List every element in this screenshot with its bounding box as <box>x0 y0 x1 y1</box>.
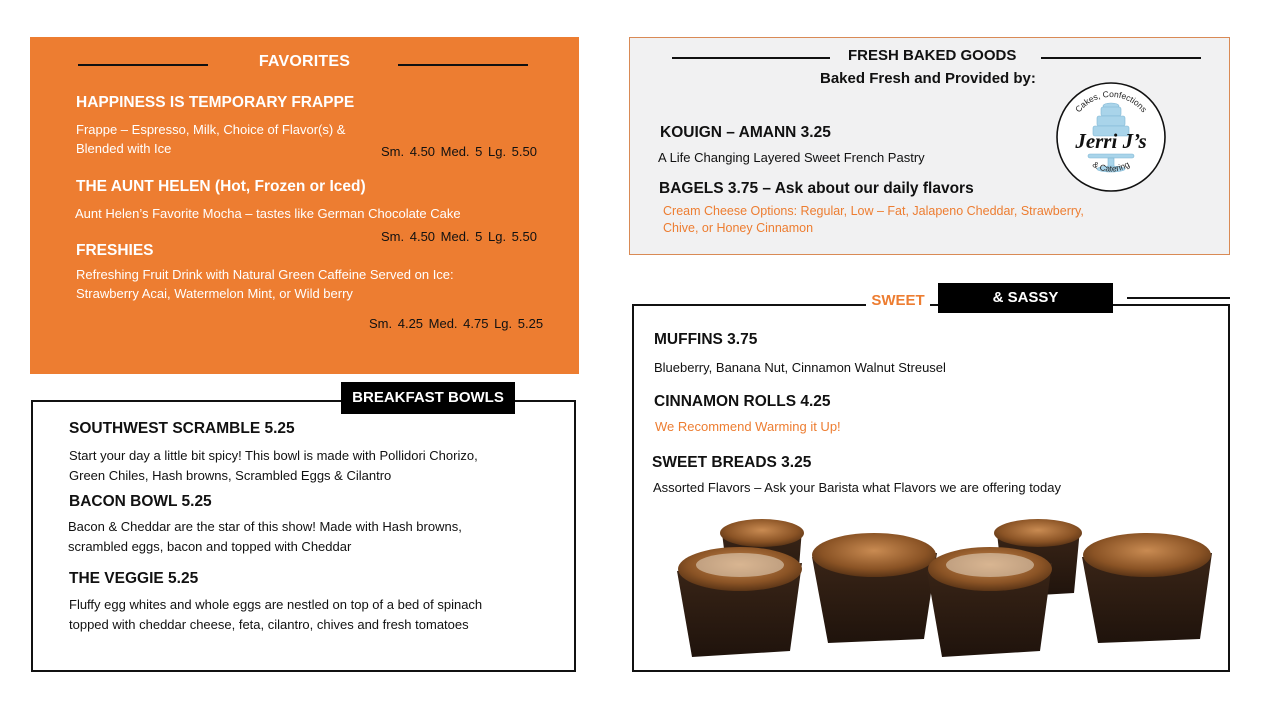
menu-item-name: BACON BOWL 5.25 <box>69 493 212 510</box>
cream-cheese-options <box>663 203 1084 237</box>
menu-item-prices: Sm. 4.50 Med. 5 Lg. 5.50 <box>381 229 537 244</box>
description-line: Aunt Helen’s Favorite Mocha – tastes like German Chocolate Cake <box>75 206 461 221</box>
menu-item-description: Assorted Flavors – Ask your Barista what Flavors we are offering today <box>653 480 1061 495</box>
menu-item-description <box>76 120 345 158</box>
muffin <box>1082 533 1212 643</box>
menu-item-name: CINNAMON ROLLS 4.25 <box>654 393 831 410</box>
menu-item-description <box>76 265 454 303</box>
sweet-sassy-panel <box>632 304 1230 672</box>
description-line: scrambled eggs, bacon and topped with Cheddar <box>68 539 352 554</box>
logo-name: Jerri J’s <box>1075 129 1147 153</box>
title-rule-right <box>1127 297 1230 299</box>
jerri-js-logo <box>1054 80 1168 194</box>
menu-item-name: HAPPINESS IS TEMPORARY FRAPPE <box>76 94 355 111</box>
description-line: Chive, or Honey Cinnamon <box>663 221 814 235</box>
sweet-title-part2: & SASSY <box>938 283 1113 313</box>
muffin <box>677 547 802 657</box>
favorites-panel <box>30 37 579 374</box>
favorites-title: FAVORITES <box>258 53 351 70</box>
description-line: Refreshing Fruit Drink with Natural Green Caffeine Served on Ice: <box>76 267 454 282</box>
description-line: Blended with Ice <box>76 141 172 156</box>
logo-arc-top-text: Cakes, Confections <box>1072 88 1150 115</box>
title-rule-left <box>672 57 830 59</box>
baked-goods-title: FRESH BAKED GOODS <box>848 47 1017 64</box>
menu-item-prices: Sm. 4.50 Med. 5 Lg. 5.50 <box>381 144 537 159</box>
description-line: Cream Cheese Options: Regular, Low – Fat, Jalapeno Cheddar, Strawberry, <box>663 204 1084 218</box>
menu-item-description: Blueberry, Banana Nut, Cinnamon Walnut Streusel <box>654 360 946 375</box>
description-line: Strawberry Acai, Watermelon Mint, or Wild berry <box>76 286 353 301</box>
breakfast-bowls-panel <box>31 400 576 672</box>
menu-item-description <box>69 446 478 486</box>
menu-item-description <box>68 517 462 557</box>
description-line: Start your day a little bit spicy! This bowl is made with Pollidori Chorizo, <box>69 448 478 463</box>
title-rule-right <box>1041 57 1201 59</box>
menu-item-prices: Sm. 4.25 Med. 4.75 Lg. 5.25 <box>369 316 544 331</box>
description-line: Bacon & Cheddar are the star of this show! Made with Hash browns, <box>68 519 462 534</box>
description-line: topped with cheddar cheese, feta, cilantro, chives and fresh tomatoes <box>69 617 469 632</box>
menu-item-name: SOUTHWEST SCRAMBLE 5.25 <box>69 420 295 437</box>
muffin <box>812 533 937 643</box>
menu-item-description <box>75 204 461 223</box>
description-line: Green Chiles, Hash browns, Scrambled Eggs & Cilantro <box>69 468 392 483</box>
description-line: Frappe – Espresso, Milk, Choice of Flavor(s) & <box>76 122 346 137</box>
menu-item-description: A Life Changing Layered Sweet French Pastry <box>658 150 925 165</box>
menu-item-name: MUFFINS 3.75 <box>654 331 758 348</box>
muffin <box>927 547 1052 657</box>
baked-goods-panel <box>629 37 1230 255</box>
menu-item-description: We Recommend Warming it Up! <box>655 419 841 434</box>
muffins-photo <box>652 511 1228 666</box>
menu-item-name: FRESHIES <box>76 242 154 259</box>
menu-item-name: THE AUNT HELEN (Hot, Frozen or Iced) <box>76 178 366 195</box>
logo-arc-bottom-text: & Catering <box>1090 159 1132 174</box>
description-line: Fluffy egg whites and whole eggs are nestled on top of a bed of spinach <box>69 597 483 612</box>
sweet-title-part1: SWEET <box>866 292 930 314</box>
baked-goods-subtitle: Baked Fresh and Provided by: <box>820 70 1036 87</box>
breakfast-bowls-title: BREAKFAST BOWLS <box>341 382 515 414</box>
menu-item-name: BAGELS 3.75 – Ask about our daily flavors <box>659 180 974 197</box>
menu-item-name: SWEET BREADS 3.25 <box>652 454 812 471</box>
menu-item-name: THE VEGGIE 5.25 <box>69 570 199 587</box>
menu-item-description <box>69 595 482 635</box>
menu-item-name: KOUIGN – AMANN 3.25 <box>660 124 831 141</box>
